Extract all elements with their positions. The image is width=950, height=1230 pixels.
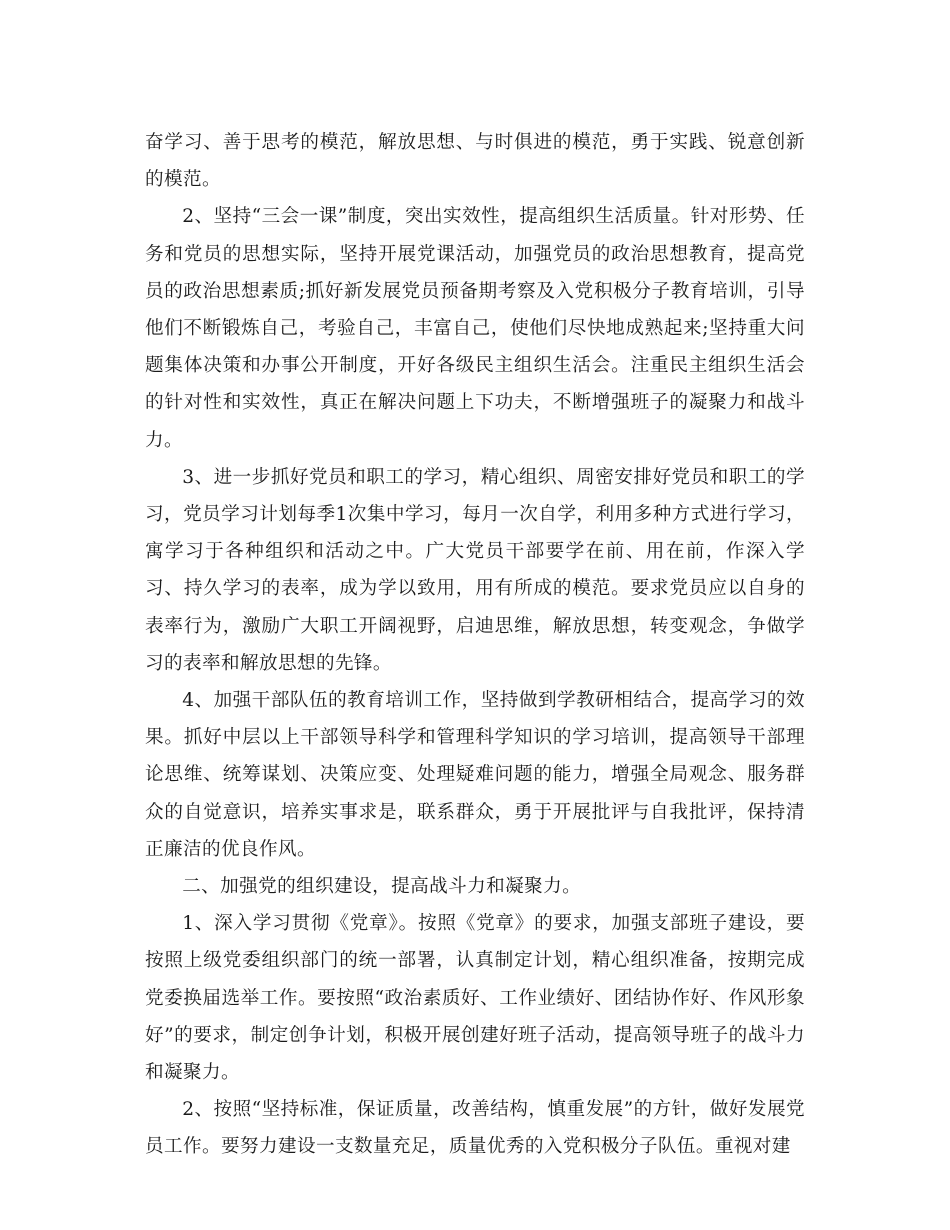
paragraph-item-1-party-constitution: 1、深入学习贯彻《党章》。按照《党章》的要求，加强支部班子建设，要按照上级党委组织部门的统一部署，认真制定计划，精心组织准备，按期完成党委换届选举工作。要按照“政治素质好、工作业绩好、团结协作好、作风形象好”的要求，制定创争计划，积极开展创建好班子活动，提高领导班子的战斗力和凝聚力。 <box>145 913 805 1084</box>
paragraph-item-4-cadre-training: 4、加强干部队伍的教育培训工作，坚持做到学教研相结合，提高学习的效果。抓好中层以上干部领导科学和管理科学知识的学习培训，提高领导干部理论思维、统筹谋划、决策应变、处理疑难问题的能力，增强全局观念、服务群众的自觉意识，培养实事求是，联系群众，勇于开展批评与自我批评，保持清正廉洁的优良作风。 <box>145 690 805 860</box>
paragraph-continuation: 奋学习、善于思考的模范，解放思想、与时俱进的模范，勇于实践、锐意创新的模范。 <box>145 132 805 191</box>
paragraph-item-3-study: 3、进一步抓好党员和职工的学习，精心组织、周密安排好党员和职工的学习，党员学习计划每季1次集中学习，每月一次自学，利用多种方式进行学习，寓学习于各种组织和活动之中。广大党员干部要学在前、用在前，作深入学习、持久学习的表率，成为学以致用，用有所成的模范。要求党员应以自身的表率行为，激励广大职工开阔视野，启迪思维，解放思想，转变观念，争做学习的表率和解放思想的先锋。 <box>145 466 805 674</box>
document-body <box>145 124 805 1166</box>
paragraph-item-2-three-meetings: 2、坚持“三会一课”制度，突出实效性，提高组织生活质量。针对形势、任务和党员的思想实际，坚持开展党课活动，加强党员的政治思想教育，提高党员的政治思想素质;抓好新发展党员预备期考察及入党积极分子教育培训，引导他们不断锻炼自己，考验自己，丰富自己，使他们尽快地成熟起来;坚持重大问题集体决策和办事公开制度，开好各级民主组织生活会。注重民主组织生活会的针对性和实效性，真正在解决问题上下功夫，不断增强班子的凝聚力和战斗力。 <box>145 206 805 451</box>
paragraph-item-2-member-development: 2、按照“坚持标准，保证质量，改善结构，慎重发展”的方针，做好发展党员工作。要努力建设一支数量充足，质量优秀的入党积极分子队伍。重视对建 <box>145 1099 805 1158</box>
section-heading-organization: 二、加强党的组织建设，提高战斗力和凝聚力。 <box>182 876 582 898</box>
